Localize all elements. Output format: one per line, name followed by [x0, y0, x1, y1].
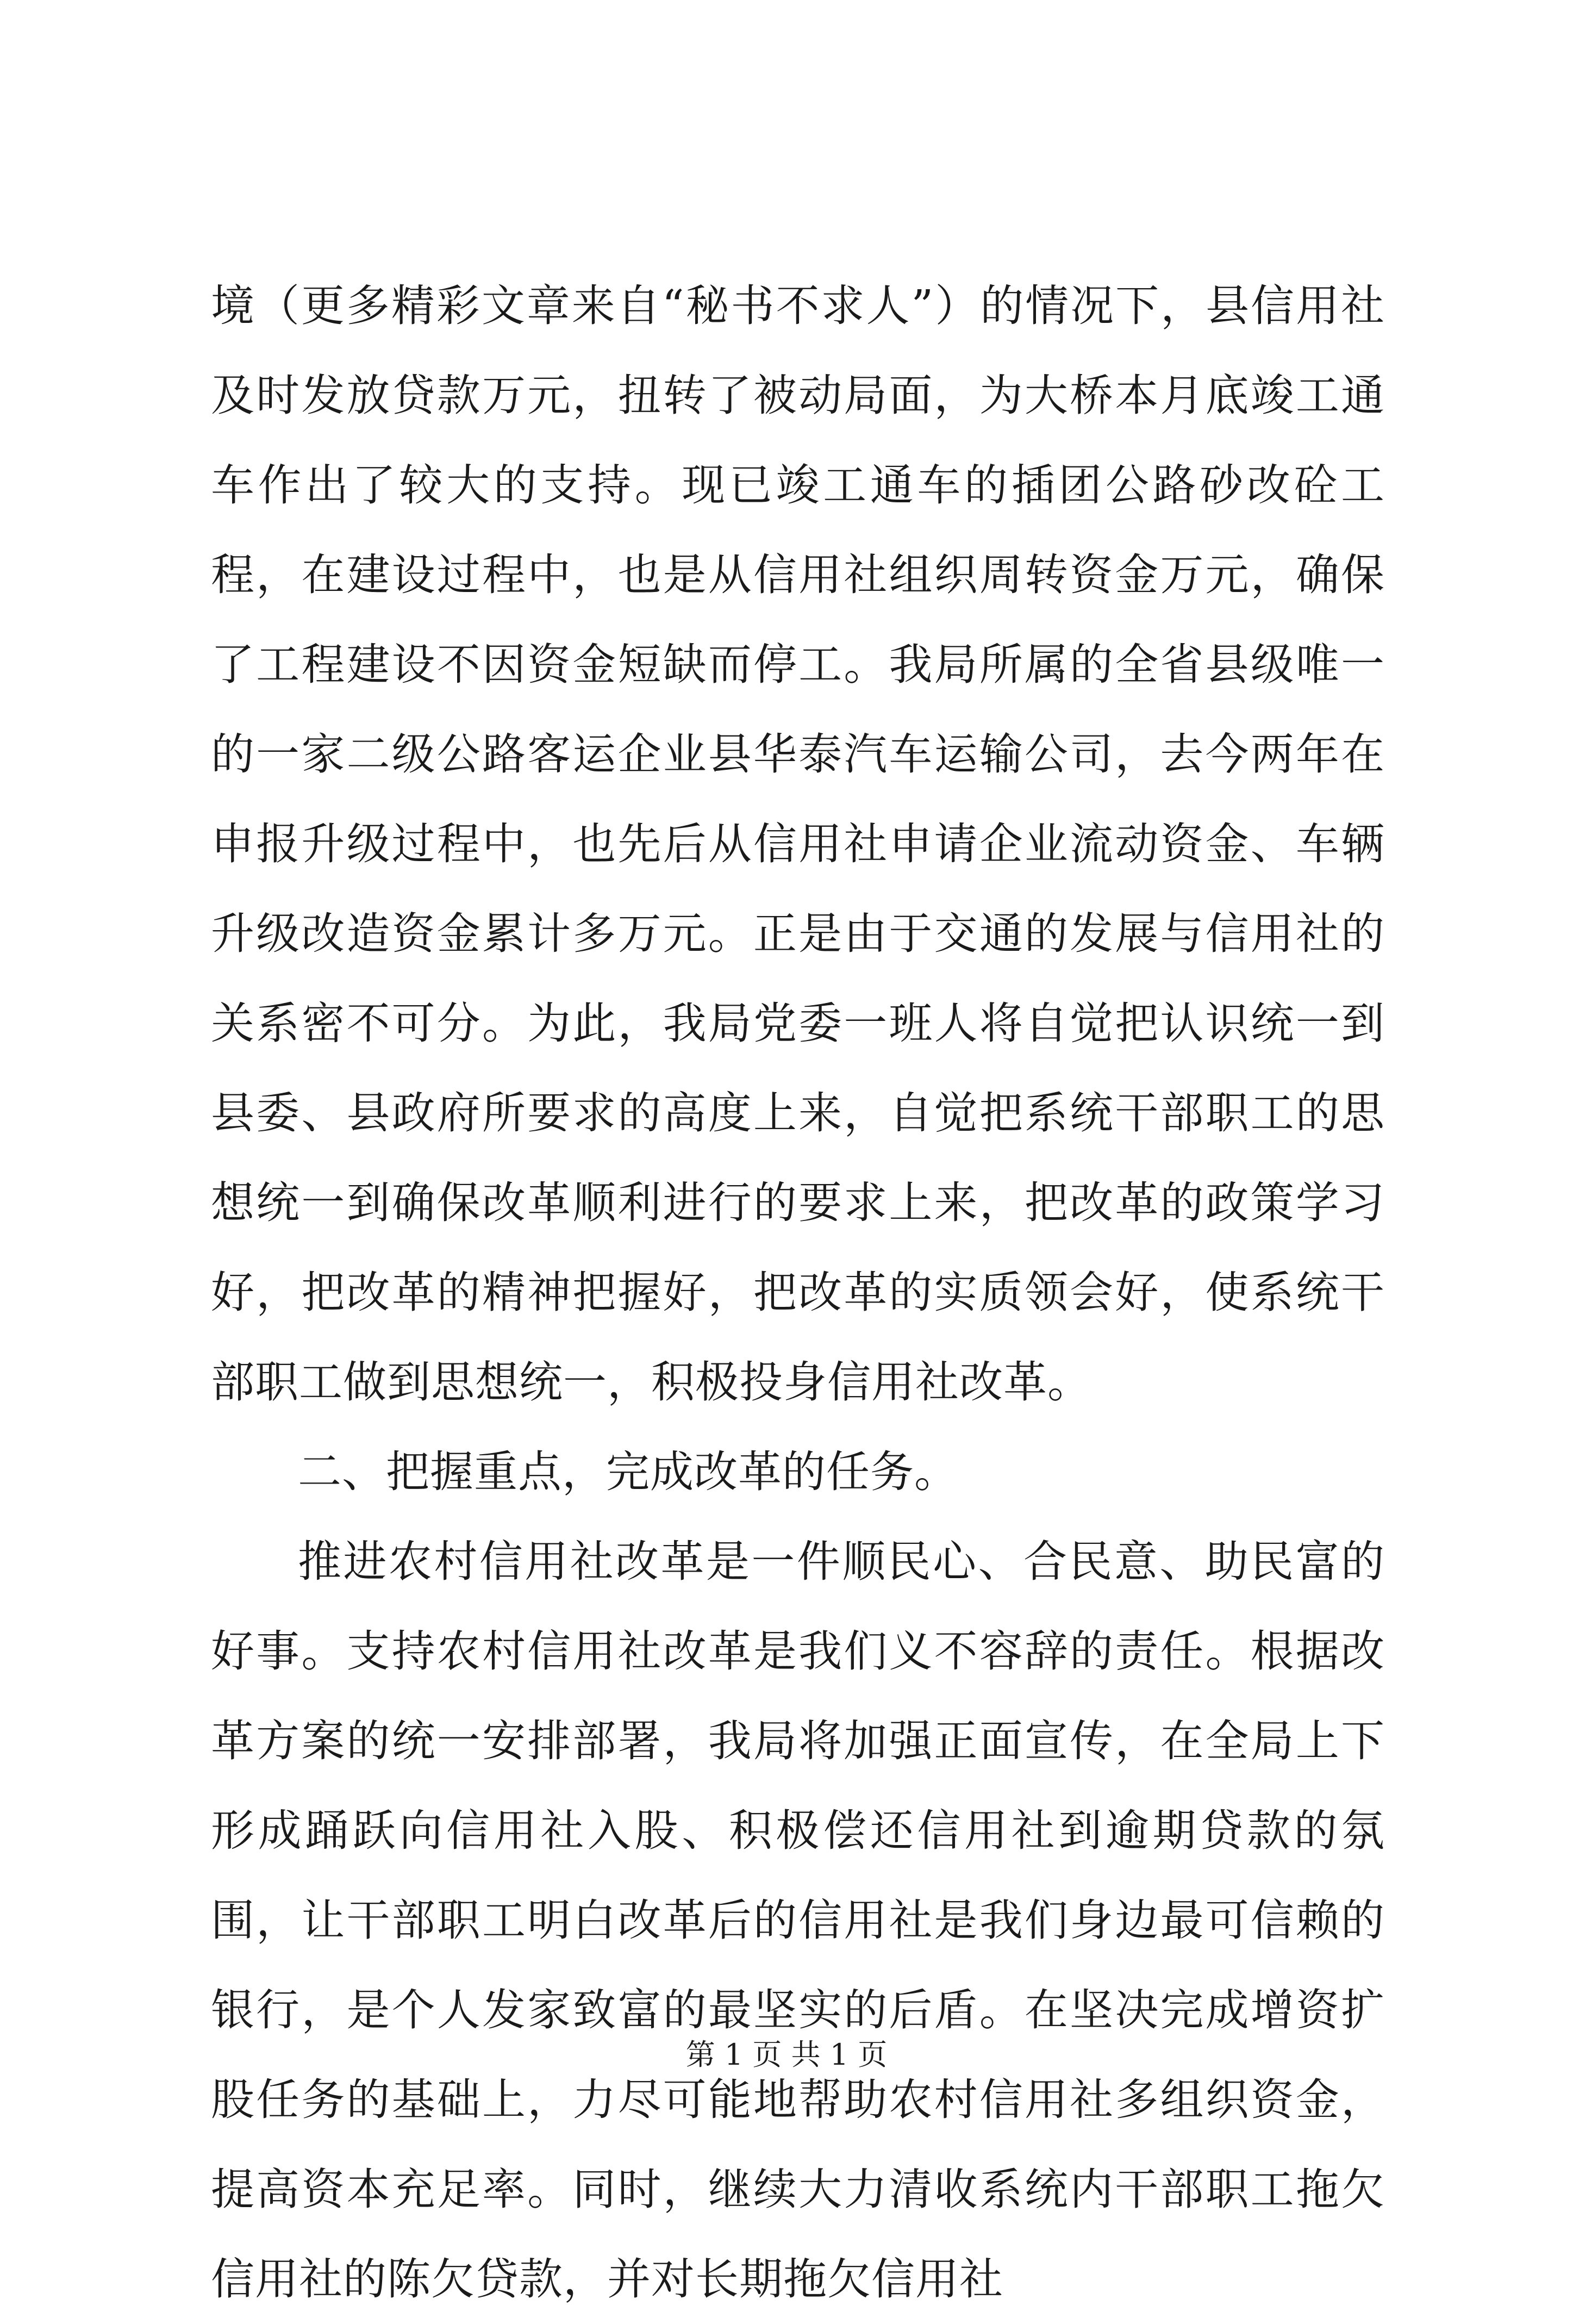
page-footer: 第 1 页 共 1 页: [685, 2038, 888, 2072]
paragraph: 推进农村信用社改革是一件顺民心、合民意、助民富的好事。支持农村信用社改革是我们义不容辞的责任。根据改革方案的统一安排部署，我局将加强正面宣传，在全局上下形成踊跃向信用社入股、积极偿还信用社到逾期贷款的氛围，让干部职工明白改革后的信用社是我们身边最可信赖的银行，是个人发家致富的最坚实的后盾。在坚决完成增资扩股任务的基础上，力尽可能地帮助农村信用社多组织资金，提高资本充足率。同时，继续大力清收系统内干部职工拖欠信用社的陈欠贷款，并对长期拖欠信用社: [211, 1536, 1385, 2304]
section-heading: 二、把握重点，完成改革的任务。: [298, 1447, 958, 1497]
paragraph-continuation: 境（更多精彩文章来自“秘书不求人”）的情况下，县信用社及时发放贷款万元，扭转了被动局面，为大桥本月底竣工通车作出了较大的支持。现已竣工通车的插团公路砂改砼工程，在建设过程中，也是从信用社组织周转资金万元，确保了工程建设不因资金短缺而停工。我局所属的全省县级唯一的一家二级公路客运企业县华泰汽车运输公司，去今两年在申报升级过程中，也先后从信用社申请企业流动资金、车辆升级改造资金累计多万元。正是由于交通的发展与信用社的关系密不可分。为此，我局党委一班人将自觉把认识统一到县委、县政府所要求的高度上来，自觉把系统干部职工的思想统一到确保改革顺利进行的要求上来，把改革的政策学习好，把改革的精神把握好，把改革的实质领会好，使系统干部职工做到思想统一，积极投身信用社改革。: [211, 281, 1385, 1407]
document-body: [211, 261, 1385, 2324]
